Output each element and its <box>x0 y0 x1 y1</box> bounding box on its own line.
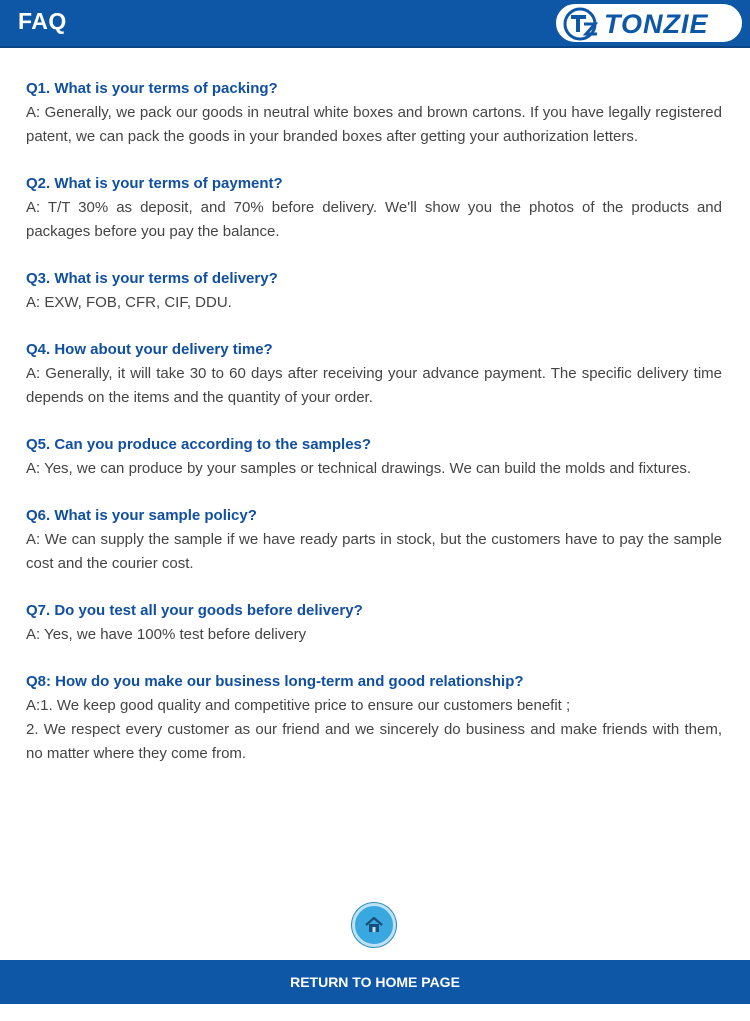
faq-item <box>26 172 722 244</box>
faq-list <box>26 77 722 789</box>
faq-question: Q1. What is your terms of packing? <box>26 80 278 97</box>
faq-item <box>26 77 722 149</box>
faq-answer <box>26 694 722 766</box>
faq-question: Q7. Do you test all your goods before delivery? <box>26 602 363 619</box>
faq-item <box>26 504 722 576</box>
faq-answer-line: A: Yes, we have 100% test before delivery <box>26 626 307 643</box>
tz-logo-icon <box>562 7 600 41</box>
faq-item <box>26 433 722 481</box>
faq-answer-line: 2. We respect every customer as our friend and we sincerely do business and make friends with them, no matter where they come from. <box>26 721 722 762</box>
faq-answer <box>26 291 722 315</box>
faq-item <box>26 267 722 315</box>
faq-item <box>26 338 722 410</box>
return-home-link[interactable]: RETURN TO HOME PAGE <box>290 974 460 990</box>
faq-question: Q4. How about your delivery time? <box>26 341 273 358</box>
faq-question: Q8: How do you make our business long-term and good relationship? <box>26 673 524 690</box>
faq-answer-line: A: Generally, it will take 30 to 60 days after receiving your advance payment. The specific delivery time depends on the items and the quantity of your order. <box>26 365 722 406</box>
faq-question: Q3. What is your terms of delivery? <box>26 270 278 287</box>
faq-answer <box>26 528 722 576</box>
faq-answer-line: A: EXW, FOB, CFR, CIF, DDU. <box>26 294 232 311</box>
logo-wordmark: TONZIE <box>604 9 709 39</box>
faq-answer <box>26 362 722 410</box>
faq-answer <box>26 101 722 149</box>
home-icon[interactable] <box>352 903 396 947</box>
house-glyph <box>364 915 384 935</box>
faq-answer <box>26 457 722 481</box>
faq-item <box>26 599 722 647</box>
tonzie-logo[interactable] <box>554 2 744 44</box>
faq-question: Q6. What is your sample policy? <box>26 507 257 524</box>
faq-answer <box>26 623 722 647</box>
faq-answer <box>26 196 722 244</box>
faq-answer-line: A: T/T 30% as deposit, and 70% before delivery. We'll show you the photos of the products and packages before you pay the balance. <box>26 199 722 240</box>
faq-answer-line: A:1. We keep good quality and competitive price to ensure our customers benefit ; <box>26 697 571 714</box>
faq-answer-line: A: Yes, we can produce by your samples or technical drawings. We can build the molds and fixtures. <box>26 460 692 477</box>
footer-bar <box>0 960 750 1004</box>
faq-answer-line: A: We can supply the sample if we have ready parts in stock, but the customers have to pay the sample cost and the courier cost. <box>26 531 722 572</box>
page-title: FAQ <box>18 8 67 34</box>
faq-question: Q5. Can you produce according to the samples? <box>26 436 372 453</box>
page-header <box>0 0 750 48</box>
faq-question: Q2. What is your terms of payment? <box>26 175 283 192</box>
faq-answer-line: A: Generally, we pack our goods in neutral white boxes and brown cartons. If you have legally registered patent, we can pack the goods in your branded boxes after getting your authorization letters. <box>26 104 722 145</box>
faq-item <box>26 670 722 766</box>
